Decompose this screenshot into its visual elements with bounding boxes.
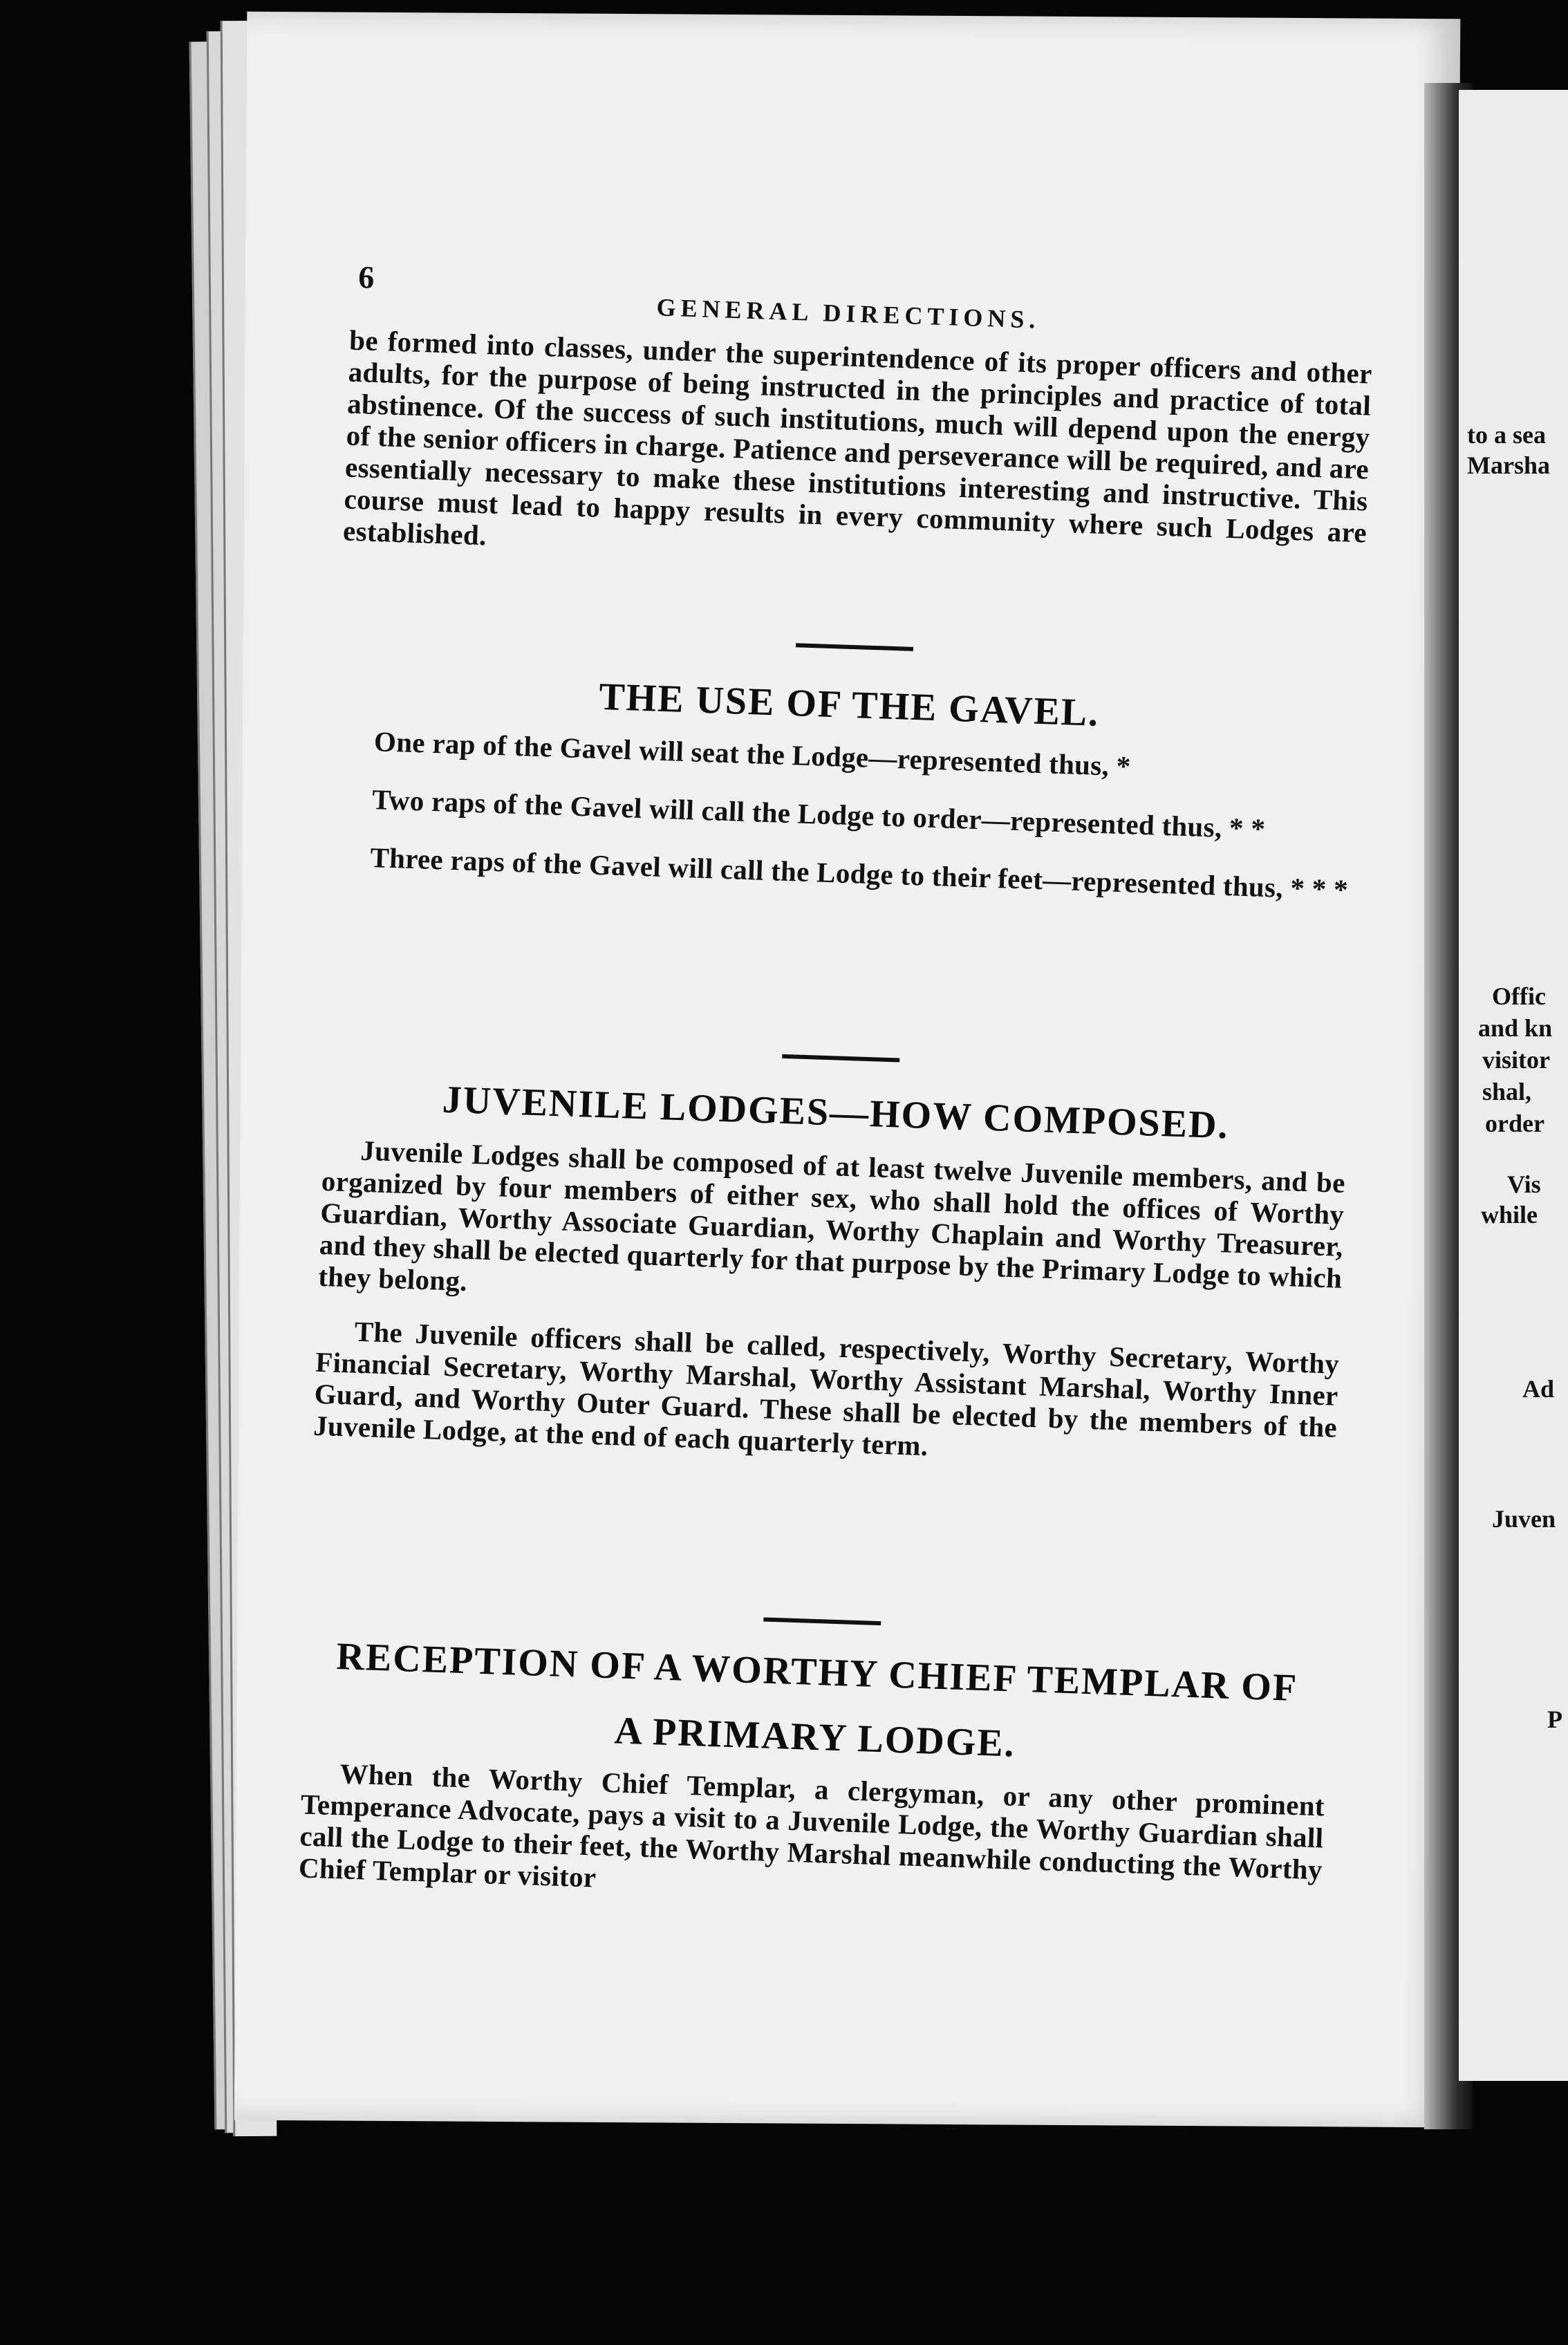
juvenile-section: [313, 1074, 1348, 1475]
facing-page-fragment: Offic: [1492, 982, 1546, 1010]
section-title-reception-line2: A PRIMARY LODGE.: [613, 1709, 1016, 1766]
section-divider: [763, 1617, 881, 1625]
intro-section: [342, 324, 1372, 581]
facing-page-fragment: P: [1547, 1706, 1562, 1733]
facing-page-fragment: and kn: [1478, 1014, 1553, 1042]
reception-paragraph: When the Worthy Chief Templar, a clergyman, or any other prominent Temperance Advocate, pays a visit to a Juvenile Lodge, the Worthy Guardian shall call the Lodge to their feet, the Worthy Marshal meanwhile conducting the Worthy Chief Templar or visitor: [298, 1757, 1325, 1894]
facing-page-fragment: Vis: [1507, 1170, 1541, 1198]
section-title-reception: RECEPTION OF A WORTHY CHIEF TEMPLAR OF: [335, 1635, 1299, 1710]
facing-page-fragment: shal,: [1482, 1078, 1532, 1105]
page-number: 6: [357, 259, 375, 295]
juvenile-paragraph: Juvenile Lodges shall be composed of at least twelve Juvenile members, and be organized by four members of either sex, who shall hold the offices of Worthy Guardian, Worthy Associate Guardian, Worthy Chaplain and Worthy Treasurer, and they shall be elected quarterly for that purpose by the Primary Lodge to which they belong.: [317, 1134, 1346, 1297]
gavel-section: [332, 666, 1361, 906]
juvenile-paragraph: The Juvenile officers shall be called, respectively, Worthy Secretary, Worthy Financial Secretary, Worthy Marshal, Worthy Assistant Marshal, Worthy Inner Guard, and Worthy Outer Guard. These shall be elected by the members of the Juvenile Lodge, at the end of each quarterly term.: [312, 1315, 1340, 1462]
page-content: [216, 242, 1424, 2091]
facing-page-fragment: to a sea: [1467, 421, 1546, 449]
gavel-paragraph: One rap of the Gavel will seat the Lodge—represented thus, *: [373, 725, 1132, 783]
facing-page-fragment: order: [1485, 1110, 1544, 1137]
facing-page-fragment: while: [1481, 1201, 1538, 1228]
running-head: GENERAL DIRECTIONS.: [655, 293, 1041, 334]
gavel-paragraph: Three raps of the Gavel will call the Lodge to their feet—represented thus, * * *: [369, 841, 1349, 906]
reception-section: [298, 1634, 1329, 1918]
facing-page-fragment: visitor: [1482, 1046, 1550, 1074]
facing-page-fragment: Juven: [1492, 1505, 1556, 1533]
section-divider: [782, 1054, 899, 1063]
section-title-gavel: THE USE OF THE GAVEL.: [598, 675, 1101, 735]
facing-page-fragment: Ad: [1522, 1375, 1555, 1403]
intro-paragraph: be formed into classes, under the superintendence of its proper officers and other adults, for the purpose of being instructed in the principles and practice of total abstinence. Of the success of such institutions, much will depend upon the energy of the senior officers in charge. Patience and perseverance will be required, and are essentially necessary to make these institutions interesting and instructive. This course must lead to happy results in every community where such Lodges are established.: [342, 324, 1373, 552]
gavel-paragraph: Two raps of the Gavel will call the Lodge to order—represented thus, * *: [371, 783, 1266, 845]
section-divider: [796, 643, 913, 651]
right-page: [1459, 90, 1568, 2081]
section-title-juvenile: JUVENILE LODGES—HOW COMPOSED.: [441, 1078, 1230, 1148]
facing-page-fragment: Marsha: [1467, 451, 1550, 479]
